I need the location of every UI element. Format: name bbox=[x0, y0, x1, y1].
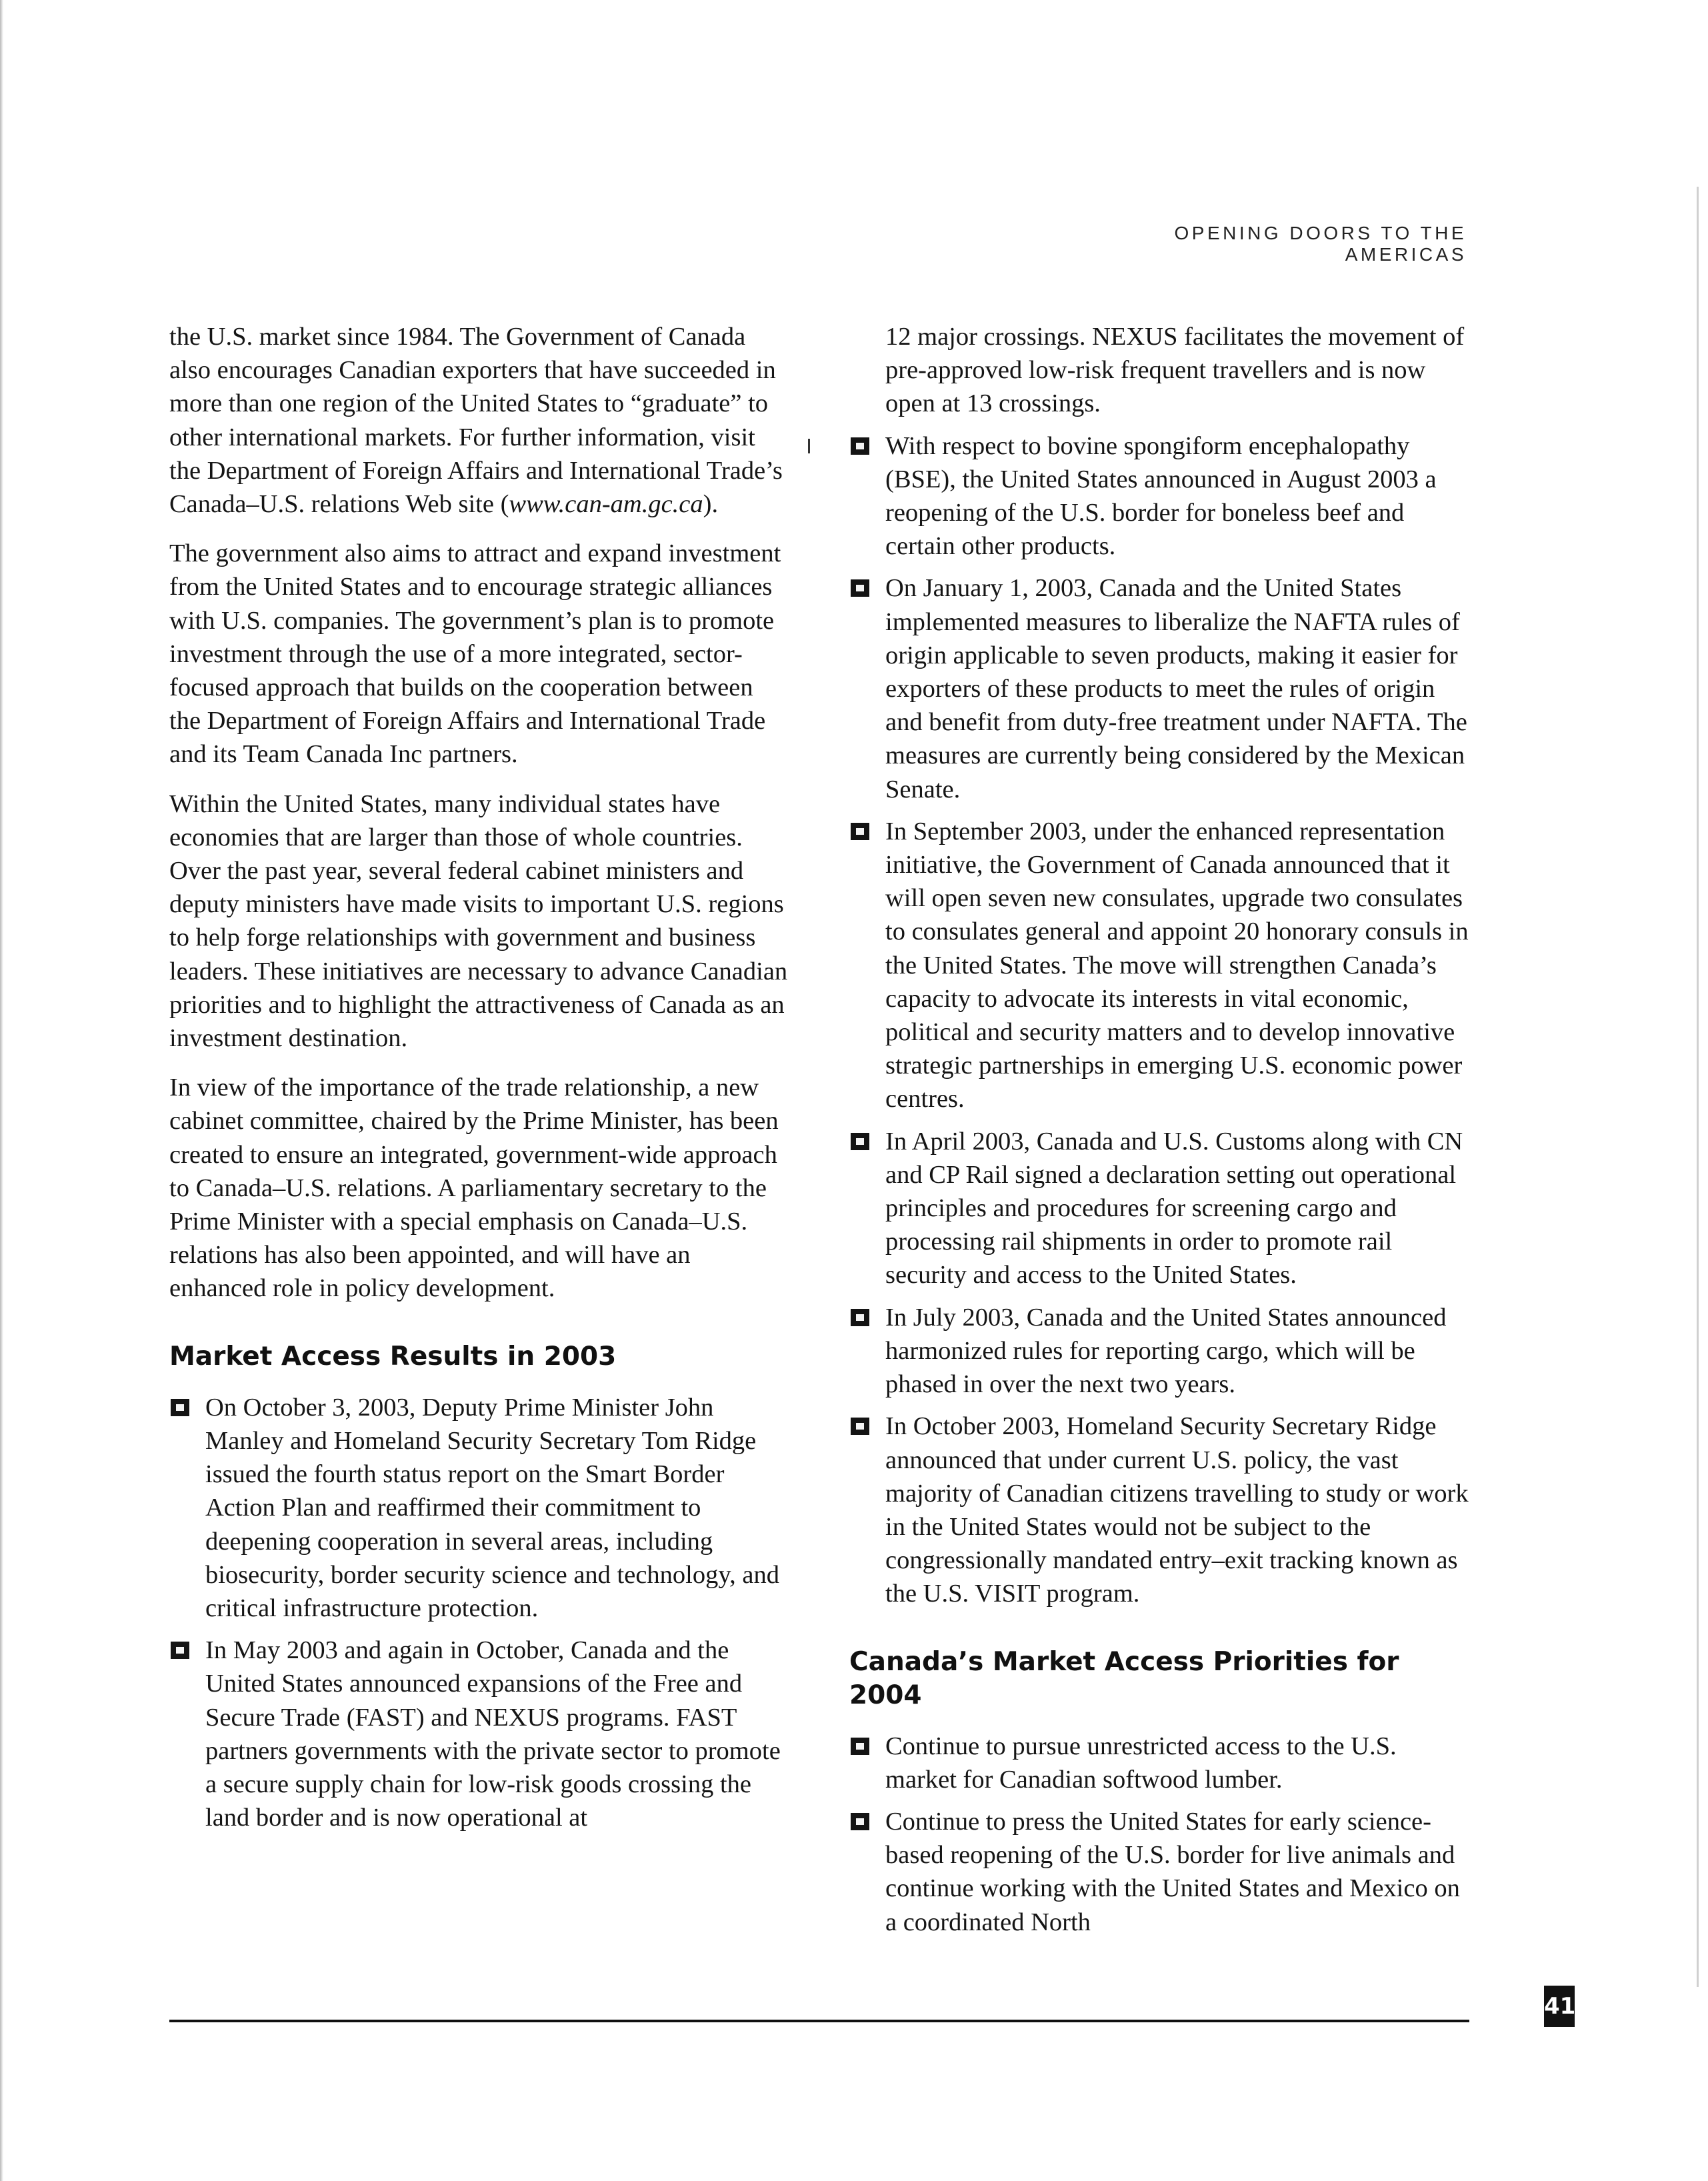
list-item bbox=[849, 815, 1469, 1116]
list-item-text: On October 3, 2003, Deputy Prime Minister John Manley and Homeland Security Secretary Tom Ridge issued the fourth status report on the Smart Border Action Plan and reaffirmed their commitment to deepening cooperation in several areas, including biosecurity, border security science and technology, and critical infrastructure protection. bbox=[205, 1393, 779, 1622]
list-item bbox=[849, 1410, 1469, 1610]
list-item-text: In July 2003, Canada and the United States announced harmonized rules for reporting cargo, which will be phased in over the next two years. bbox=[885, 1303, 1447, 1399]
heading-priorities-2004: Canada’s Market Access Priorities for 2004 bbox=[849, 1646, 1399, 1710]
list-item-text: In September 2003, under the enhanced representation initiative, the Government of Canada announced that it will open seven new consulates, upgrade two consulates to consulates general and appoint 20 honorary consuls in the United States. The move will strengthen Canada’s capacity to advocate its interests in vital economic, political and security matters and to develop innovative strategic partnerships in emerging U.S. economic power centres. bbox=[885, 817, 1469, 1114]
square-bullet-icon bbox=[851, 579, 869, 597]
list-item-text: Continue to press the United States for early science-based reopening of the U.S. border for live animals and continue working with the United States and Mexico on a coordinated North bbox=[885, 1807, 1460, 1936]
square-bullet-icon bbox=[851, 1418, 869, 1435]
paragraph-intro bbox=[169, 320, 789, 521]
list-item bbox=[169, 1391, 789, 1625]
list-item bbox=[849, 1301, 1469, 1402]
heading-market-access-2003: Market Access Results in 2003 bbox=[169, 1341, 617, 1372]
stray-mark bbox=[808, 439, 810, 453]
square-bullet-icon bbox=[171, 1642, 189, 1659]
paragraph-intro-tail: ). bbox=[703, 490, 719, 519]
square-bullet-icon bbox=[851, 1738, 869, 1755]
list-item bbox=[849, 1805, 1469, 1939]
list-item bbox=[849, 571, 1469, 805]
scan-edge-left bbox=[0, 0, 3, 2181]
left-column bbox=[169, 320, 789, 1843]
bullet-list-2004 bbox=[849, 1730, 1469, 1939]
web-link[interactable]: www.can-am.gc.ca bbox=[509, 490, 703, 519]
square-bullet-icon bbox=[851, 1133, 869, 1150]
scan-edge-right bbox=[1697, 187, 1699, 1987]
paragraph-cabinet: In view of the importance of the trade relationship, a new cabinet committee, chaired by the Prime Minister, has been created to ensure an integrated, government-wide approach to Canada–U.S. relations. A parliamentary secretary to the Prime Minister with a special emphasis on Canada–U.S. relations has also been appointed, and will have an enhanced role in policy development. bbox=[169, 1073, 779, 1303]
list-item-text: In May 2003 and again in October, Canada and the United States announced expansions of the Free and Secure Trade (FAST) and NEXUS programs. FAST partners governments with the private sector to promote a secure supply chain for low-risk goods crossing the land border and is now operational at bbox=[205, 1636, 781, 1832]
list-item-text: In April 2003, Canada and U.S. Customs along with CN and CP Rail signed a declaration setting out operational principles and procedures for screening cargo and processing rail shipments in order to promote rail security and access to the United States. bbox=[885, 1127, 1463, 1290]
list-item bbox=[849, 1125, 1469, 1292]
running-header: OPENING DOORS TO THE AMERICAS bbox=[1174, 223, 1467, 265]
right-column bbox=[849, 320, 1469, 1948]
list-item-text: On January 1, 2003, Canada and the United States implemented measures to liberalize the NAFTA rules of origin applicable to seven products, making it easier for exporters of these products to meet the rules of origin and benefit from duty-free treatment under NAFTA. The measures are currently being considered by the Mexican Senate. bbox=[885, 574, 1467, 803]
square-bullet-icon bbox=[171, 1399, 189, 1416]
square-bullet-icon bbox=[851, 1813, 869, 1830]
footer-rule bbox=[169, 2020, 1469, 2022]
bullet-list-2003-left bbox=[169, 1391, 789, 1835]
paragraph-intro-text: the U.S. market since 1984. The Government of Canada also encourages Canadian exporters that have succeeded in more than one region of the United States to “graduate” to other international markets. For further information, visit the Department of Foreign Affairs and International Trade’s Canada–U.S. relations Web site ( bbox=[169, 323, 783, 519]
list-item-text: In October 2003, Homeland Security Secretary Ridge announced that under current U.S. policy, the vast majority of Canadian citizens travelling to study or work in the United States would not be subject to the congressionally mandated entry–exit tracking known as the U.S. VISIT program. bbox=[885, 1412, 1469, 1608]
paragraph-investment: The government also aims to attract and expand investment from the United States and to encourage strategic alliances with U.S. companies. The government’s plan is to promote investment through the use of a more integrated, sector-focused approach that builds on the cooperation between the Department of Foreign Affairs and International Trade and its Team Canada Inc partners. bbox=[169, 539, 781, 769]
list-item-text: Continue to pursue unrestricted access to the U.S. market for Canadian softwood lumber. bbox=[885, 1732, 1397, 1794]
list-item-text: With respect to bovine spongiform encephalopathy (BSE), the United States announced in August 2003 a reopening of the U.S. border for boneless beef and certain other products. bbox=[885, 431, 1437, 561]
paragraph-states: Within the United States, many individual states have economies that are larger than those of whole countries. Over the past year, several federal cabinet ministers and deputy ministers have made visits to important U.S. regions to help forge relationships with government and business leaders. These initiatives are necessary to advance Canadian priorities and to highlight the attractiveness of Canada as an investment destination. bbox=[169, 789, 788, 1053]
list-item-continued bbox=[849, 320, 1469, 421]
square-bullet-icon bbox=[851, 437, 869, 455]
list-item-text: 12 major crossings. NEXUS facilitates the movement of pre-approved low-risk frequent travellers and is now open at 13 crossings. bbox=[885, 323, 1465, 418]
list-item bbox=[849, 429, 1469, 563]
list-item bbox=[169, 1634, 789, 1834]
list-item bbox=[849, 1730, 1469, 1796]
square-bullet-icon bbox=[851, 1309, 869, 1326]
square-bullet-icon bbox=[851, 823, 869, 840]
page-number: 41 bbox=[1544, 1986, 1575, 2027]
bullet-list-2003-right bbox=[849, 320, 1469, 1611]
